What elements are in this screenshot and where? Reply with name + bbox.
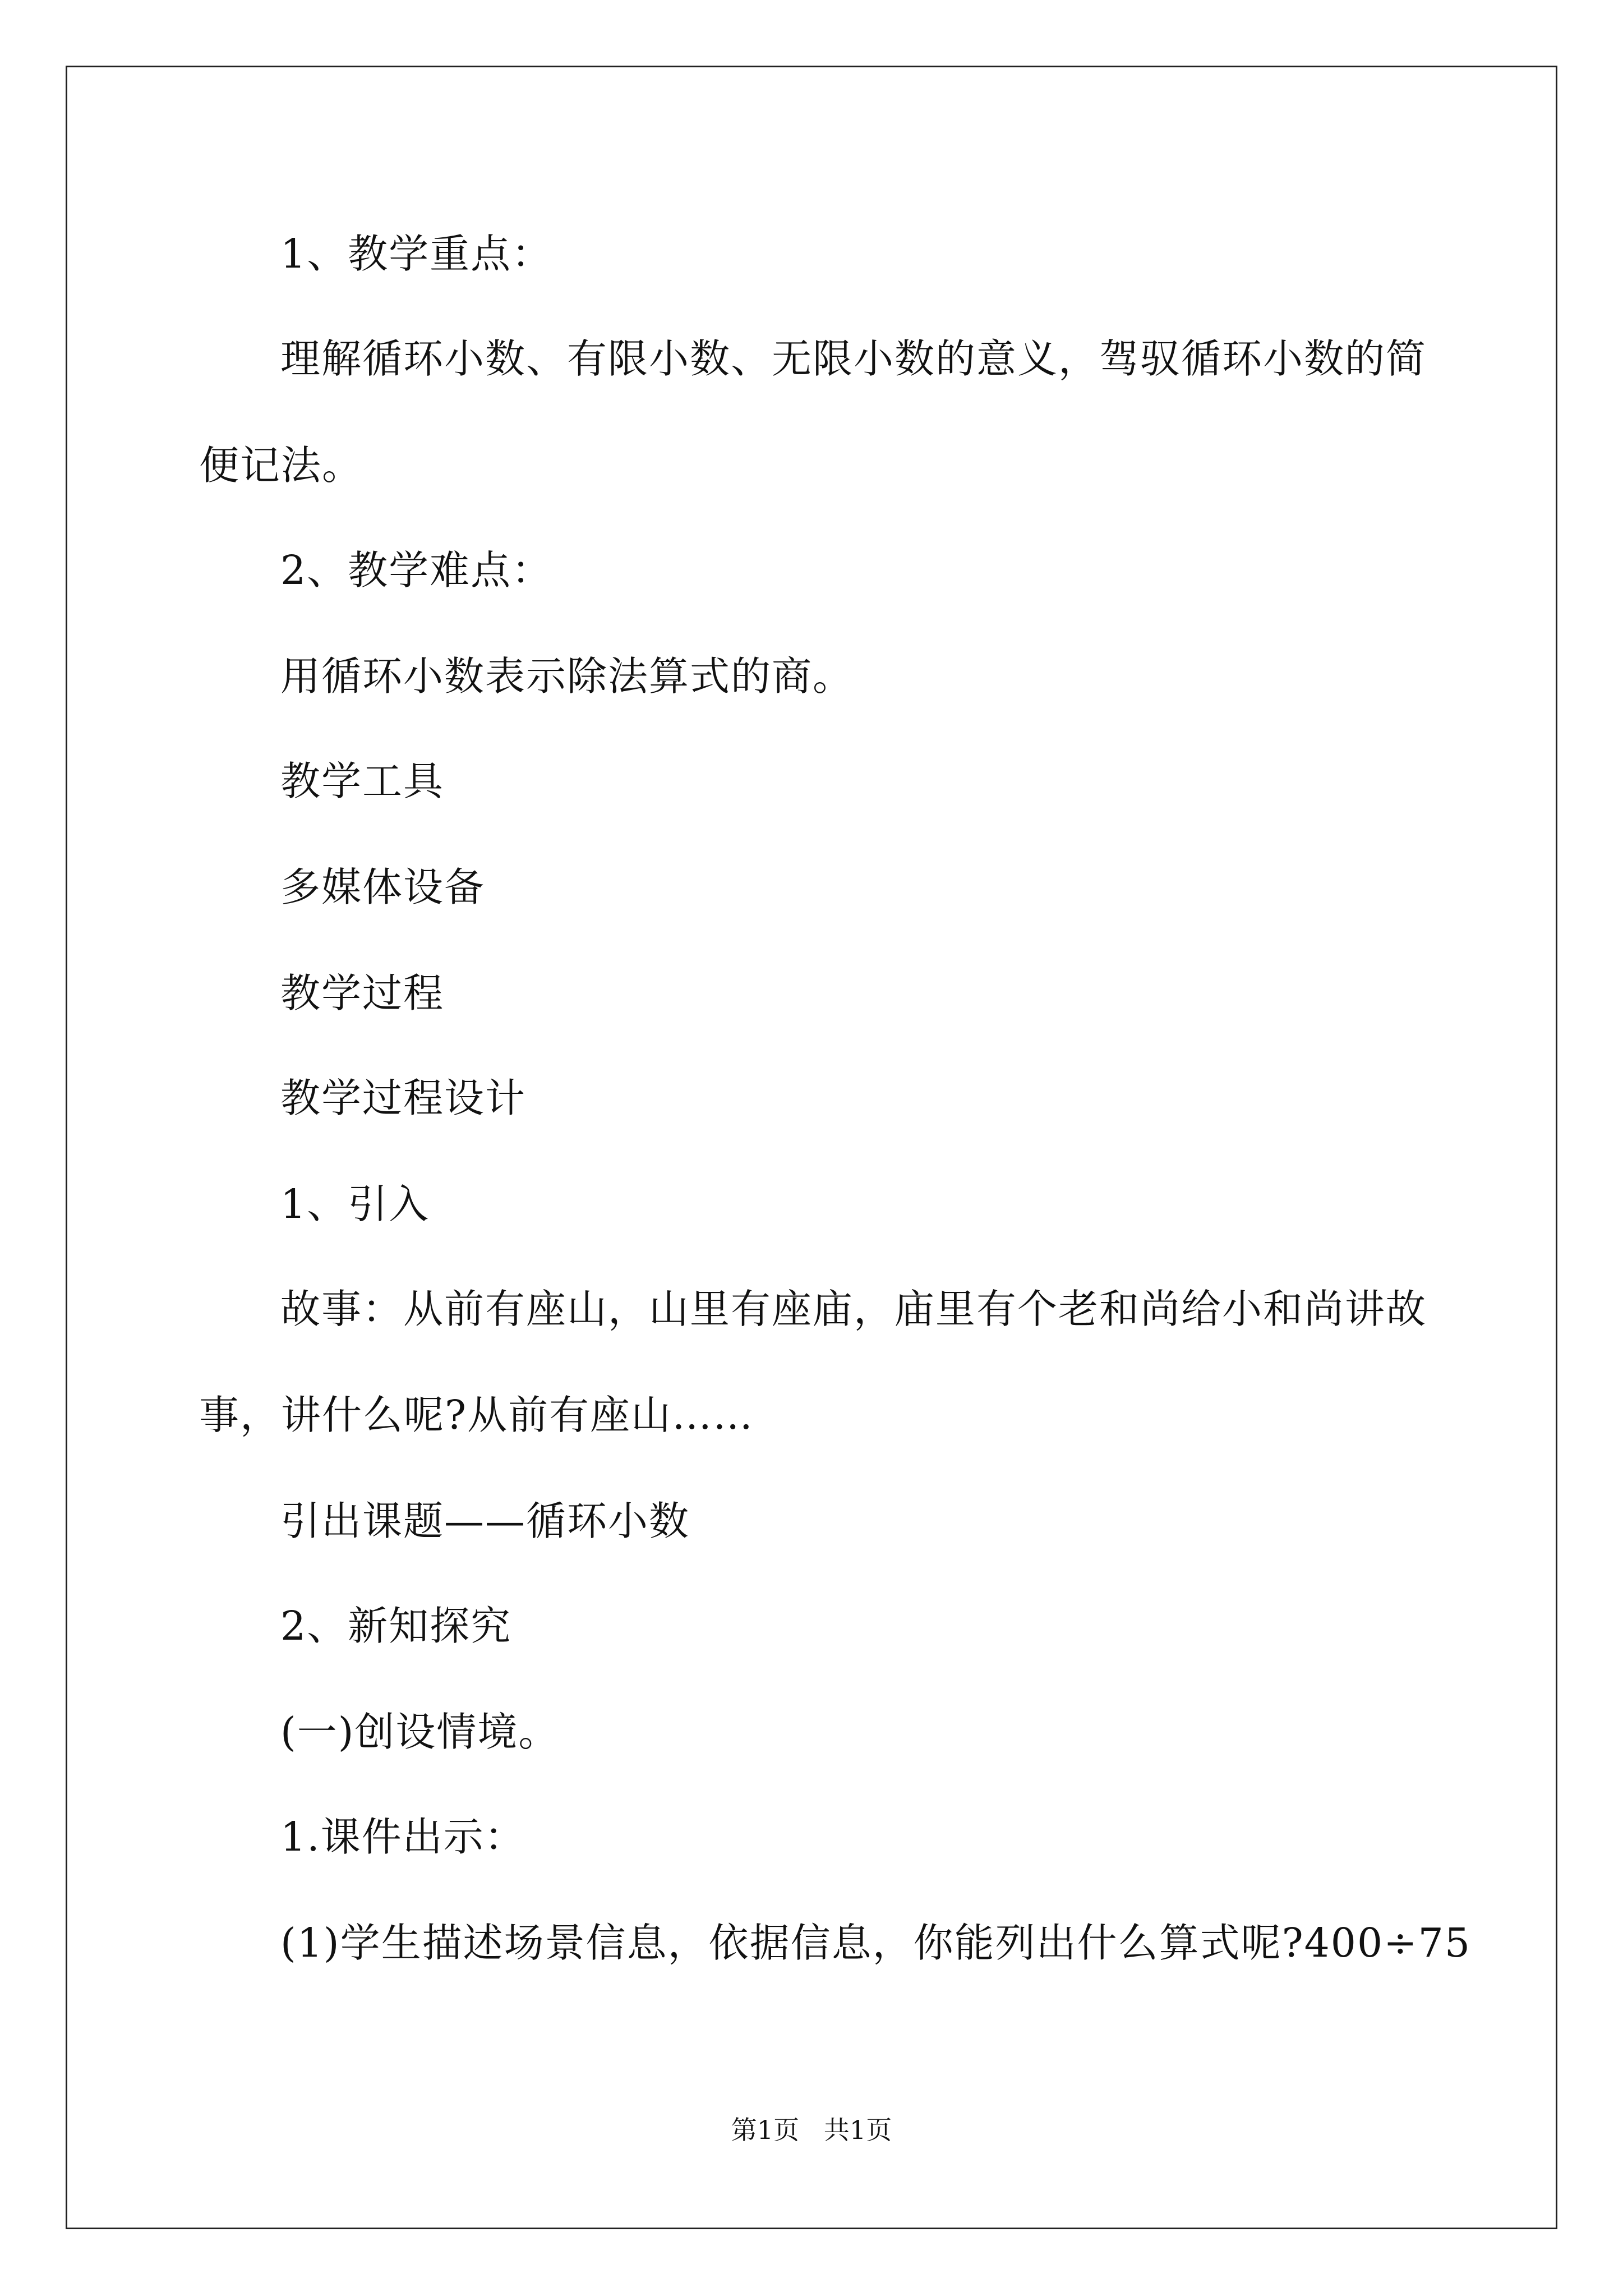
heading-teaching-difficulty: 2、教学难点： [280,547,553,593]
heading-teaching-focus: 1、教学重点： [280,231,553,277]
paragraph-line: 多媒体设备 [280,864,486,910]
heading-teaching-process: 教学过程 [280,970,445,1016]
list-item: 1.课件出示： [280,1814,525,1860]
page-border [66,66,1557,2229]
paragraph-line: 教学过程设计 [280,1075,527,1121]
subsection-scenario: (一)创设情境。 [280,1709,560,1755]
page-number-footer: 第1页 共1页 [731,2115,892,2145]
list-item: (1)学生描述场景信息，依据信息，你能列出什么算式呢?400÷75 [280,1920,1471,1966]
heading-teaching-tools: 教学工具 [280,758,445,804]
paragraph-line: 事，讲什么呢?从前有座山…… [199,1392,754,1438]
section-new-knowledge: 2、新知探究 [280,1603,512,1649]
paragraph-line: 引出课题——循环小数 [280,1498,690,1544]
paragraph-line: 用循环小数表示除法算式的商。 [280,653,854,700]
paragraph-line: 便记法。 [199,442,363,489]
paragraph-line: 故事：从前有座山，山里有座庙，庙里有个老和尚给小和尚讲故 [280,1286,1427,1332]
section-introduction: 1、引入 [280,1181,430,1227]
paragraph-line: 理解循环小数、有限小数、无限小数的意义，驾驭循环小数的简 [280,335,1427,382]
